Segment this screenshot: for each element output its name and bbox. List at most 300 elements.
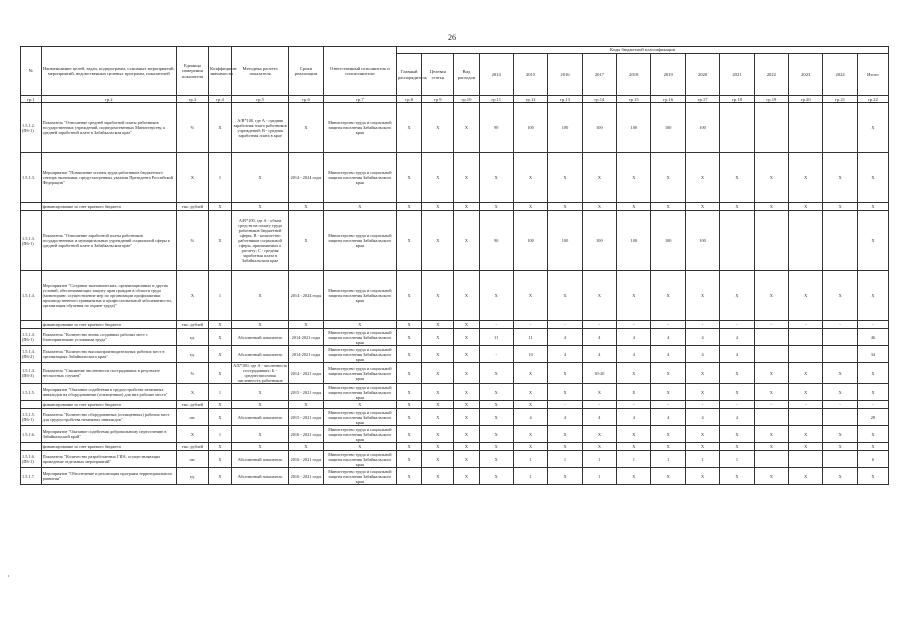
row-value: X	[548, 468, 582, 485]
row-value: X	[422, 321, 454, 329]
row-term: X	[289, 103, 323, 153]
row-value: X	[422, 271, 454, 321]
row-value: 4	[617, 329, 651, 346]
row-value: X	[454, 409, 479, 426]
row-name: финансирование за счет краевого бюджета	[41, 443, 176, 451]
row-executor: X	[323, 203, 396, 211]
row-value: X	[685, 443, 719, 451]
row-term: X	[289, 211, 323, 271]
row-method: А/Б*100, где А - численность пострадавших; Б - среднесписочная численность работников	[233, 363, 288, 383]
row-coefficient: 1	[209, 426, 232, 443]
row-name: Показатель "Отношение средней заработной платы работников государственных учреждений, подведомственных Министерству, к средней заработной плате в Забайкальском крае"	[41, 103, 176, 153]
row-coefficient: X	[209, 346, 232, 363]
row-value: X	[479, 363, 513, 384]
row-total: X	[857, 363, 888, 384]
row-value: X	[454, 329, 479, 346]
table-row	[21, 346, 889, 363]
row-value: X	[789, 443, 823, 451]
row-value: X	[754, 468, 788, 485]
row-value	[789, 451, 823, 468]
header-year-2016: 2016	[548, 54, 582, 96]
row-value: X	[685, 271, 719, 321]
row-value: 4	[548, 409, 582, 426]
row-value: X	[396, 321, 421, 329]
row-value: X	[396, 409, 421, 426]
row-value: X	[422, 211, 454, 271]
row-value: X	[617, 153, 651, 203]
row-value: X	[396, 103, 421, 153]
row-value: -	[513, 321, 547, 329]
row-value: -	[823, 321, 857, 329]
header-main-manager: Главный распорядитель	[396, 54, 421, 96]
row-value: X	[720, 384, 754, 401]
row-value: X	[479, 153, 513, 203]
row-coefficient: X	[209, 103, 232, 153]
row-value: X	[454, 363, 479, 384]
row-value: X	[685, 153, 719, 203]
row-unit: ед.	[176, 346, 208, 363]
column-number: гр.14	[582, 96, 616, 103]
row-executor: Министерство труда и социальной защиты населения Забайкальского края	[323, 384, 396, 401]
row-total: 46	[857, 329, 888, 346]
row-value: 4	[513, 409, 547, 426]
row-value: 1	[548, 451, 582, 468]
row-value: X	[454, 426, 479, 443]
row-total: 28	[857, 409, 888, 426]
row-value: X	[396, 468, 421, 485]
column-number: гр.5	[231, 96, 288, 103]
row-value: 1	[720, 451, 754, 468]
row-value: X	[396, 401, 421, 409]
column-number: гр.19	[754, 96, 788, 103]
row-value: X	[454, 203, 479, 211]
row-value: -	[754, 401, 788, 409]
row-value: X	[548, 384, 582, 401]
column-number: гр.6	[289, 96, 323, 103]
row-value: 100	[513, 103, 547, 153]
row-value: X	[617, 363, 651, 384]
row-method: Абсолютный показатель	[231, 451, 288, 468]
row-value: 90	[479, 103, 513, 153]
row-total: X	[857, 271, 888, 321]
header-year-2022: 2022	[754, 54, 788, 96]
row-value: 4	[617, 346, 651, 363]
row-value	[789, 103, 823, 153]
row-method: X	[231, 271, 288, 321]
row-value: 100	[582, 103, 616, 153]
table-row	[21, 271, 889, 321]
row-method: X	[231, 321, 288, 329]
row-value: X	[513, 271, 547, 321]
row-term: 2015 - 2021 годы	[289, 409, 323, 426]
row-method: Абсолютный показатель	[231, 346, 288, 363]
column-number: гр.8	[396, 96, 421, 103]
row-value: -	[720, 321, 754, 329]
row-value: X	[396, 329, 421, 346]
row-value: X	[479, 203, 513, 211]
row-value: X	[396, 271, 421, 321]
column-number: гр.16	[651, 96, 685, 103]
row-value: 1	[617, 451, 651, 468]
column-number: гр.21	[823, 96, 857, 103]
row-term: 2016 - 2021 годы	[289, 451, 323, 468]
row-value: X	[422, 401, 454, 409]
row-coefficient: X	[209, 203, 232, 211]
header-year-2015: 2015	[513, 54, 547, 96]
row-name: Мероприятие "Обеспечение и реализация программ территориального развития"	[41, 468, 176, 485]
row-value: X	[720, 271, 754, 321]
row-value: X	[617, 384, 651, 401]
row-total: X	[857, 443, 888, 451]
header-target-item: Целевая статья	[422, 54, 454, 96]
row-unit: шт.	[176, 409, 208, 426]
row-term: X	[289, 203, 323, 211]
row-value: X	[396, 443, 421, 451]
row-term: 2014 - 2021 годы	[289, 363, 323, 384]
row-value: X	[513, 363, 547, 384]
column-number: гр.1	[21, 96, 42, 103]
row-value: X	[396, 211, 421, 271]
financing-row	[21, 443, 889, 451]
row-total: X	[857, 384, 888, 401]
row-total: X	[857, 211, 888, 271]
row-term: 2015 - 2021 годы	[289, 384, 323, 401]
row-name: Показатель "Количество высокопроизводительных рабочих мест в организациях Забайкальского края"	[41, 346, 176, 363]
row-value: X	[454, 451, 479, 468]
row-value	[720, 211, 754, 271]
row-value: X	[617, 443, 651, 451]
table-row	[21, 363, 889, 384]
column-number: гр.17	[685, 96, 719, 103]
row-method: X	[231, 401, 288, 409]
row-value: 1	[582, 451, 616, 468]
row-value: X	[513, 401, 547, 409]
header-method: Методика расчета показателя	[231, 47, 288, 96]
header-unit: Единица измерения показателя	[176, 47, 208, 96]
row-method: А/В*100, где А - объем средств на оплату труда работников бюджетной сферы; В - количество работников социальной сферы, принимаемых к расчету; С - средняя заработная плата в Забайкальском крае	[231, 211, 288, 271]
row-value: X	[454, 384, 479, 401]
row-value: X	[789, 271, 823, 321]
row-value: X	[754, 384, 788, 401]
row-total: X	[857, 153, 888, 203]
row-value: -	[548, 321, 582, 329]
row-value: -	[548, 401, 582, 409]
row-value: X	[548, 203, 582, 211]
header-expense-type: Вид расходов	[454, 54, 479, 96]
row-value: -	[479, 346, 513, 363]
row-total: X	[857, 103, 888, 153]
header-year-2018: 2018	[617, 54, 651, 96]
header-term: Сроки реализации	[289, 47, 323, 96]
row-name: Мероприятие "Создание экономических, организационных и других условий, обеспечивающих защиту прав граждан в области труда (мониторинг, осуществление мер по организации профилактики производственного травматизма и профессиональной заболеваемости, организация обучения по охране труда)"	[41, 271, 176, 321]
row-method: X	[231, 384, 288, 401]
table-row	[21, 451, 889, 468]
row-executor: Министерство труда и социальной защиты населения Забайкальского края	[323, 211, 396, 271]
row-method: Абсолютный показатель	[231, 409, 288, 426]
row-value	[823, 103, 857, 153]
row-executor: X	[323, 443, 396, 451]
row-value: X	[422, 426, 454, 443]
row-value: -	[823, 401, 857, 409]
row-value	[823, 409, 857, 426]
row-value: 100	[617, 211, 651, 271]
header-year-2021: 2021	[720, 54, 754, 96]
row-name: Показатель "Количество оборудованных (оснащенных) рабочих мест для трудоустройства незанятых инвалидов"	[41, 409, 176, 426]
row-coefficient: X	[209, 409, 232, 426]
row-number-cell	[21, 401, 42, 409]
header-year-2020: 2020	[685, 54, 719, 96]
row-method: X	[231, 203, 288, 211]
financing-row	[21, 401, 889, 409]
row-method: X	[231, 426, 288, 443]
row-value: X	[823, 153, 857, 203]
row-executor: Министерство труда и социальной защиты населения Забайкальского края	[323, 346, 396, 363]
row-value: X	[823, 443, 857, 451]
column-number: гр.4	[209, 96, 232, 103]
row-value: 11	[479, 329, 513, 346]
row-value: 100	[513, 211, 547, 271]
row-value: X	[396, 363, 421, 384]
row-executor: X	[323, 401, 396, 409]
row-value: X	[422, 443, 454, 451]
row-total: -	[857, 401, 888, 409]
row-value: X	[422, 468, 454, 485]
row-unit: шт.	[176, 451, 208, 468]
row-value: X	[422, 346, 454, 363]
row-number-cell	[21, 443, 42, 451]
row-method: А/В*100, где А - средняя заработная плата работников учреждений; В - средняя заработная плата в крае	[231, 103, 288, 153]
row-number: 1.5.1.6.	[21, 426, 42, 443]
row-value: X	[454, 271, 479, 321]
row-value: 4	[548, 346, 582, 363]
row-unit: тыс. рублей	[176, 321, 208, 329]
row-term: 2014-2021 годы	[289, 346, 323, 363]
row-name: Показатель "Количество разработанных ГИА, осуществляющих проведение отдельных мероприятий"	[41, 451, 176, 468]
table-row	[21, 211, 889, 271]
row-value: 100	[617, 103, 651, 153]
row-total: 34	[857, 346, 888, 363]
row-value: -	[479, 321, 513, 329]
row-value: 100	[651, 211, 685, 271]
row-value: X	[651, 468, 685, 485]
row-number: 1.5.1.2. (П6-1)	[21, 103, 42, 153]
row-value: X	[454, 443, 479, 451]
row-value: X	[823, 468, 857, 485]
row-value: 4	[685, 346, 719, 363]
header-total: Итого	[857, 54, 888, 96]
financing-row	[21, 321, 889, 329]
row-value: X	[479, 468, 513, 485]
row-value: X	[651, 443, 685, 451]
row-name: Мероприятие "Повышение оплаты труда работников бюджетного сектора экономики, предусмотренных указами Президента Российской Федерации"	[41, 153, 176, 203]
row-value: -	[685, 401, 719, 409]
row-value: 4	[651, 346, 685, 363]
header-year-2019: 2019	[651, 54, 685, 96]
row-value: X	[720, 426, 754, 443]
row-unit: ед.	[176, 329, 208, 346]
row-value: X	[548, 426, 582, 443]
row-executor: Министерство труда и социальной защиты населения Забайкальского края	[323, 451, 396, 468]
row-value: X	[617, 468, 651, 485]
row-unit: %	[176, 211, 208, 271]
row-value: 90	[479, 211, 513, 271]
row-value: X	[454, 211, 479, 271]
row-value: -	[720, 401, 754, 409]
row-value: X	[754, 271, 788, 321]
row-value: 1	[685, 451, 719, 468]
row-value: 1	[513, 451, 547, 468]
row-value: X	[396, 426, 421, 443]
row-value: -	[617, 401, 651, 409]
row-value: 4	[582, 346, 616, 363]
row-unit: тыс. рублей	[176, 401, 208, 409]
row-term: X	[289, 443, 323, 451]
row-value	[754, 346, 788, 363]
row-executor: Министерство труда и социальной защиты населения Забайкальского края	[323, 409, 396, 426]
column-number: гр.13	[548, 96, 582, 103]
row-value: X	[789, 384, 823, 401]
row-value: X	[651, 271, 685, 321]
row-method: Абсолютный показатель	[231, 329, 288, 346]
row-value: X	[823, 271, 857, 321]
row-value: X	[582, 153, 616, 203]
column-number: гр.18	[720, 96, 754, 103]
row-name: Мероприятие "Оказание содействия добровольному переселению в Забайкальский край"	[41, 426, 176, 443]
row-value: 100	[582, 211, 616, 271]
row-value: X	[548, 271, 582, 321]
row-value: X	[513, 443, 547, 451]
row-value: X	[582, 384, 616, 401]
column-number: гр.9	[422, 96, 454, 103]
program-indicators-table	[20, 46, 889, 485]
row-value: X	[685, 468, 719, 485]
row-value: X	[582, 271, 616, 321]
row-value: X	[422, 153, 454, 203]
row-name: финансирование за счет краевого бюджета	[41, 203, 176, 211]
row-value: 4	[548, 329, 582, 346]
row-name: Показатель "Количество вновь созданных рабочих мест с благоприятными условиями труда"	[41, 329, 176, 346]
row-unit: %	[176, 103, 208, 153]
row-value: X	[685, 426, 719, 443]
row-total: X	[857, 203, 888, 211]
column-number: гр.3	[176, 96, 208, 103]
row-executor: Министерство труда и социальной защиты населения Забайкальского края	[323, 363, 396, 384]
row-executor: Министерство труда и социальной защиты населения Забайкальского края	[323, 103, 396, 153]
row-value: 4	[582, 329, 616, 346]
row-executor: Министерство труда и социальной защиты населения Забайкальского края	[323, 468, 396, 485]
row-unit: X	[176, 384, 208, 401]
row-coefficient: X	[209, 468, 232, 485]
row-value	[789, 409, 823, 426]
row-value	[754, 409, 788, 426]
row-coefficient: 1	[209, 271, 232, 321]
row-value	[720, 103, 754, 153]
row-value: X	[582, 443, 616, 451]
row-number: 1.5.1.3. (П6-1)	[21, 211, 42, 271]
row-value: X	[582, 203, 616, 211]
row-value: X	[396, 346, 421, 363]
row-value: -	[789, 321, 823, 329]
row-number: 1.5.1.7.	[21, 468, 42, 485]
row-value: X	[754, 203, 788, 211]
row-total: X	[857, 426, 888, 443]
table-row	[21, 409, 889, 426]
table-row	[21, 329, 889, 346]
row-value	[754, 329, 788, 346]
row-value: 4	[720, 346, 754, 363]
row-value: X	[454, 103, 479, 153]
row-value: X	[789, 153, 823, 203]
row-value: X	[582, 426, 616, 443]
row-value: X	[754, 426, 788, 443]
row-value: X	[720, 443, 754, 451]
row-value: X	[479, 271, 513, 321]
row-value: 30-20	[582, 363, 616, 384]
row-value: X	[720, 203, 754, 211]
row-value: 4	[720, 329, 754, 346]
row-value: X	[479, 451, 513, 468]
header-year-2014: 2014	[479, 54, 513, 96]
row-value	[754, 451, 788, 468]
row-value: -	[651, 401, 685, 409]
financing-row	[21, 203, 889, 211]
row-value	[823, 451, 857, 468]
header-year-2024: 2024	[823, 54, 857, 96]
row-number: 1.5.1.4. (П6-1)	[21, 329, 42, 346]
row-value: X	[396, 203, 421, 211]
row-value: X	[422, 409, 454, 426]
row-coefficient: X	[209, 211, 232, 271]
row-value: 4	[651, 329, 685, 346]
row-value: X	[548, 443, 582, 451]
row-number: 1.5.1.5. (П6-1)	[21, 409, 42, 426]
column-number: гр.20	[789, 96, 823, 103]
row-value: X	[513, 384, 547, 401]
row-value: X	[454, 321, 479, 329]
row-term: X	[289, 321, 323, 329]
row-name: Мероприятие "Оказание содействия в трудоустройстве незанятых инвалидов на оборудованные (оснащенные) для них рабочие места"	[41, 384, 176, 401]
column-number: гр.15	[617, 96, 651, 103]
row-value: X	[789, 363, 823, 384]
row-value: X	[422, 203, 454, 211]
row-executor: Министерство труда и социальной защиты населения Забайкальского края	[323, 153, 396, 203]
row-value: X	[513, 203, 547, 211]
row-value: X	[422, 103, 454, 153]
row-value: X	[454, 153, 479, 203]
row-coefficient: X	[209, 451, 232, 468]
column-number: гр.7	[323, 96, 396, 103]
row-value: X	[651, 363, 685, 384]
row-value: 4	[685, 409, 719, 426]
row-value: -	[789, 401, 823, 409]
row-number: 1.5.1.3.	[21, 153, 42, 203]
row-value: -	[582, 321, 616, 329]
row-value: X	[823, 426, 857, 443]
row-value: X	[513, 426, 547, 443]
row-value: X	[823, 363, 857, 384]
row-value: X	[651, 384, 685, 401]
row-value: 4	[582, 409, 616, 426]
row-unit: тыс. рублей	[176, 203, 208, 211]
row-value: 100	[685, 103, 719, 153]
row-unit: ед.	[176, 468, 208, 485]
page-number: 26	[448, 33, 456, 42]
column-number: гр.11	[479, 96, 513, 103]
row-unit: X	[176, 271, 208, 321]
row-value: X	[422, 384, 454, 401]
row-value: X	[720, 363, 754, 384]
row-number-cell	[21, 203, 42, 211]
